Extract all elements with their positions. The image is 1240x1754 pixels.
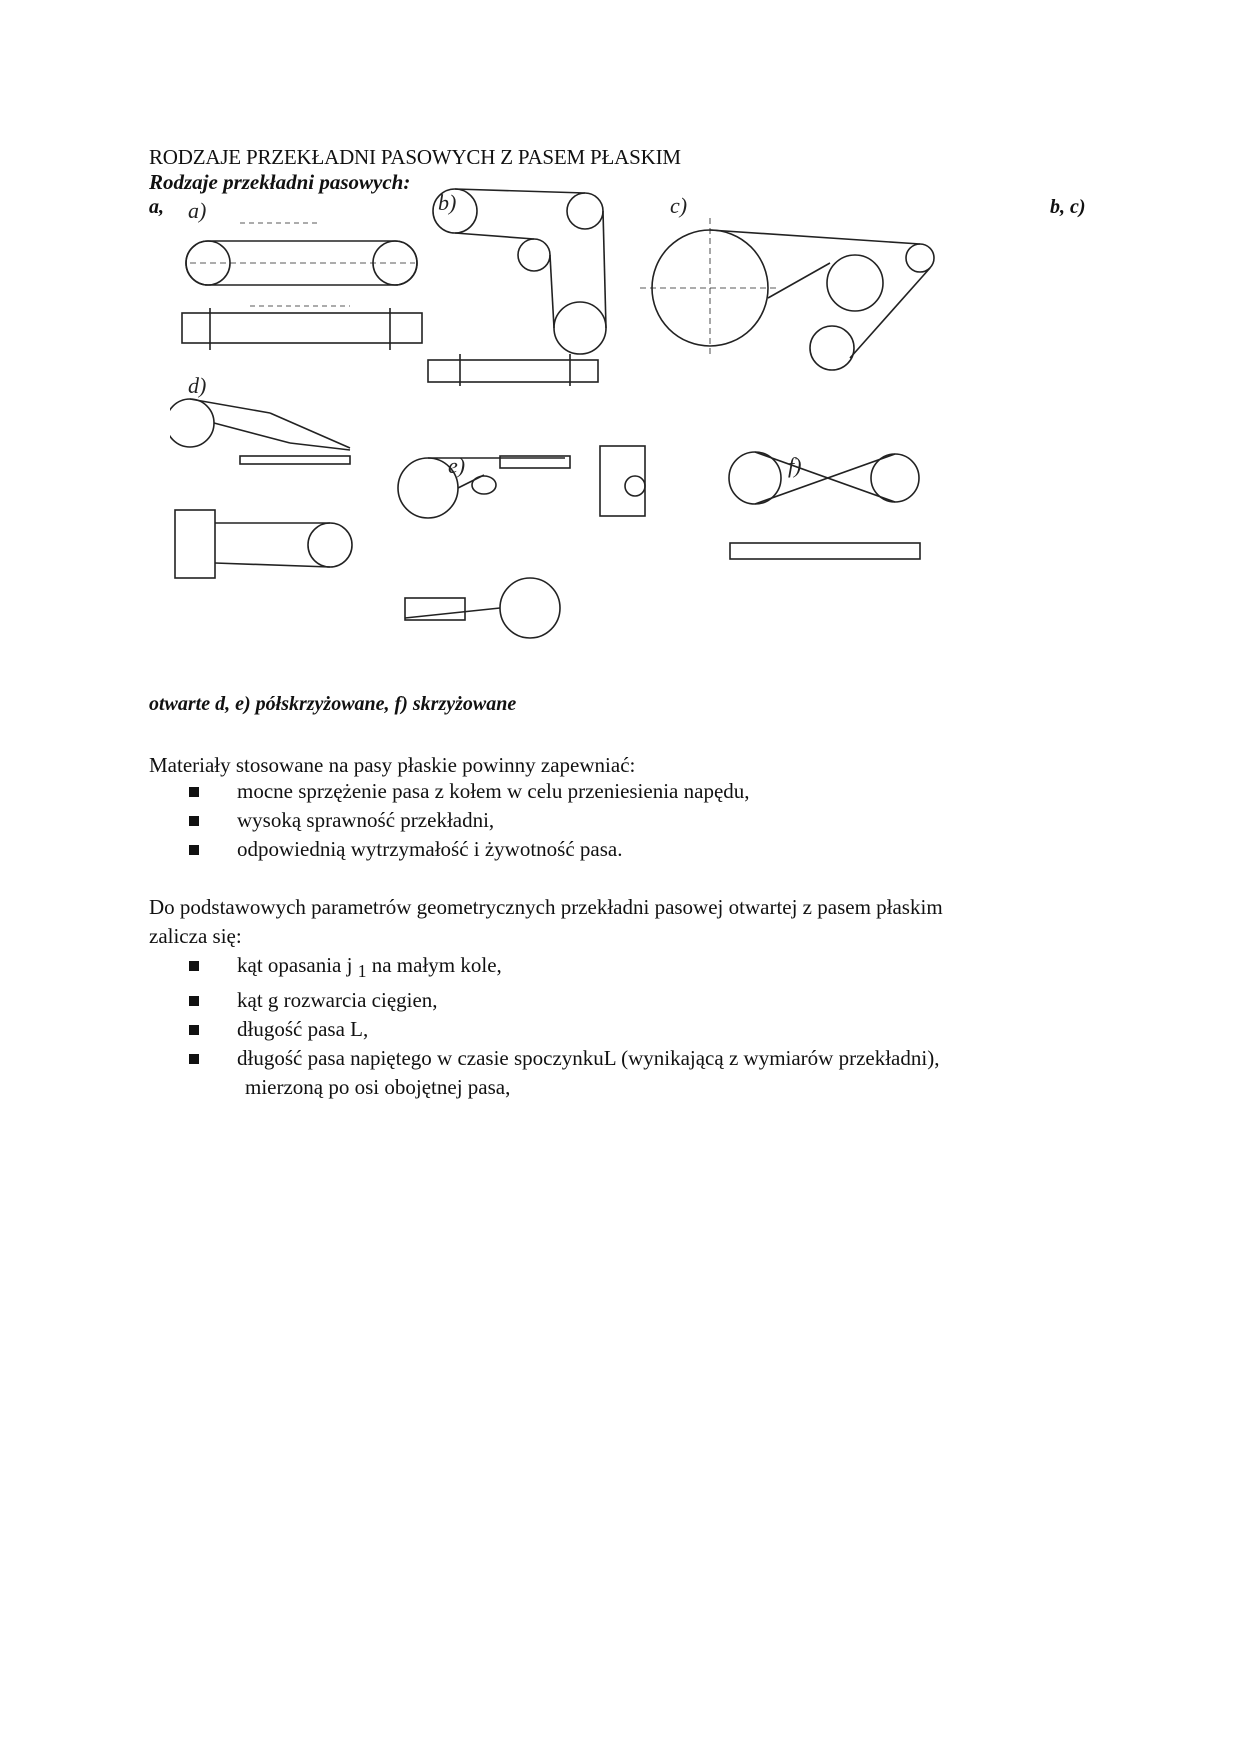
panel-label-b: b): [438, 190, 457, 215]
drive-c: [640, 218, 934, 370]
section-subtitle: Rodzaje przekładni pasowych:: [149, 170, 411, 194]
square-bullet-icon: [189, 996, 199, 1006]
materials-intro: Materiały stosowane na pasy płaskie powinny zapewniać:: [149, 753, 636, 777]
drive-a-open: [182, 223, 422, 350]
list-item: odpowiednią wytrzymałość i żywotność pasa.: [149, 835, 1049, 864]
figure-caption: otwarte d, e) półskrzyżowane, f) skrzyżowane: [149, 693, 517, 715]
belt-drives-figure: [170, 188, 1070, 688]
drive-b: [428, 189, 606, 386]
list-item: długość pasa napiętego w czasie spoczynkuL (wynikającą z wymiarów przekładni), mierzoną po osi obojętnej pasa,: [149, 1044, 1049, 1102]
square-bullet-icon: [189, 787, 199, 797]
square-bullet-icon: [189, 1025, 199, 1035]
list-item: mocne sprzężenie pasa z kołem w celu przeniesienia napędu,: [149, 777, 1049, 806]
panel-label-c: c): [670, 193, 688, 218]
list-item: długość pasa L,: [149, 1015, 1049, 1044]
parameters-intro-line1: Do podstawowych parametrów geometrycznych przekładni pasowej otwartej z pasem płaskim: [149, 895, 943, 919]
parameters-intro-line2: zalicza się:: [149, 924, 242, 948]
materials-list: [149, 777, 1049, 864]
drive-d: [170, 399, 352, 578]
page-title: RODZAJE PRZEKŁADNI PASOWYCH Z PASEM PŁASKIM: [149, 145, 681, 169]
panel-label-a: a): [188, 198, 207, 223]
square-bullet-icon: [189, 845, 199, 855]
square-bullet-icon: [189, 961, 199, 971]
drive-e: [398, 446, 645, 638]
drive-f-crossed: [729, 452, 920, 559]
list-item: kąt g rozwarcia cięgien,: [149, 986, 1049, 1015]
panel-label-e: e): [448, 453, 466, 478]
square-bullet-icon: [189, 816, 199, 826]
square-bullet-icon: [189, 1054, 199, 1064]
figure-label-right: b, c): [1050, 196, 1086, 218]
panel-label-d: d): [188, 373, 207, 398]
list-item: kąt opasania j $_1$ na małym kole,: [149, 951, 1049, 986]
parameters-list: [149, 951, 1049, 1102]
figure-label-left: a,: [149, 196, 164, 218]
list-item: wysoką sprawność przekładni,: [149, 806, 1049, 835]
panel-label-f: f): [788, 453, 802, 478]
